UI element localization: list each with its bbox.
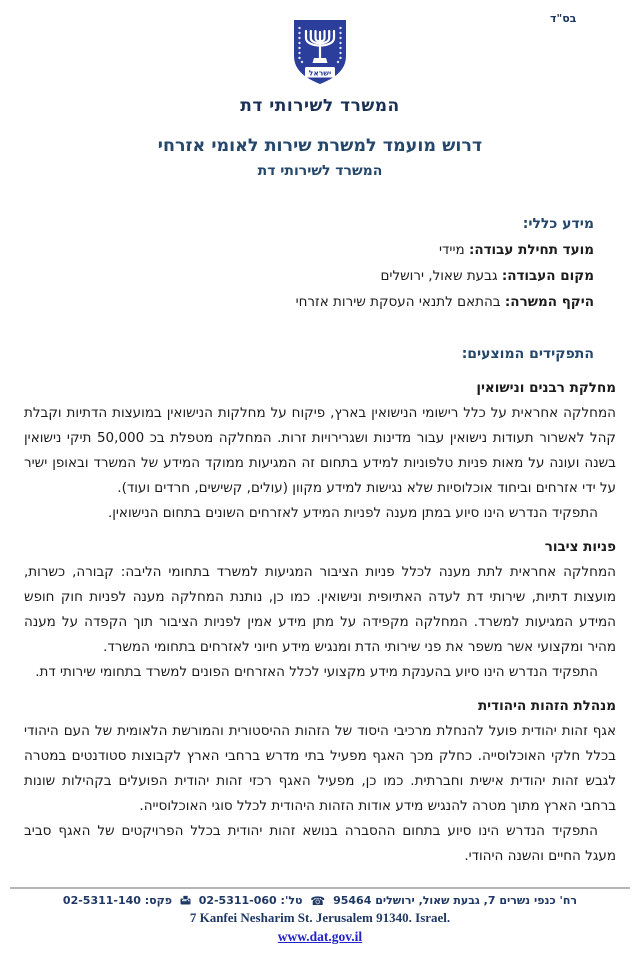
footer-tel-label: טל':	[280, 894, 303, 907]
info-value: גבעת שאול, ירושלים	[380, 268, 498, 284]
role-title: מנהלת הזהות היהודית	[477, 698, 616, 714]
fax-icon	[180, 894, 191, 908]
emblem-label: ישראל	[308, 68, 332, 78]
role-section-public-inquiries	[24, 535, 616, 685]
page-title: דרוש מועמד למשרת שירות לאומי אזרחי	[157, 136, 483, 156]
info-line-start-date	[24, 237, 594, 263]
phone-icon: ☎	[310, 894, 326, 908]
info-line-scope	[24, 289, 594, 315]
role-body: המחלקה אחראית לתת מענה לכלל פניות הציבור המגיעות למשרד בתחומי הליבה: קבורה, כשרות, מועצות דתיות, שירותי דת לעדה האתיופית ונישואין. כמו כן, נותנת המחלקה מענה לפניות חוק חופש המידע המגיעות למשרד. המחלקה מקפידה על מתן מידע אמין לפניות הציבור תוך הקפדה על מענה מהיר ומקצועי אשר משפר את פני שירותי הדת ומנגיש מידע חיוני לאזרחים בתחומי המשרד.	[24, 564, 616, 655]
israel-state-emblem	[291, 18, 349, 86]
info-label: היקף המשרה:	[504, 294, 594, 310]
role-section-marriage	[24, 376, 616, 526]
info-label: מקום העבודה:	[501, 268, 594, 284]
footer-address-he-text: רח' כנפי נשרים 7, גבעת שאול, ירושלים 95464	[333, 894, 578, 907]
info-label: מועד תחילת עבודה:	[468, 242, 594, 258]
role-body: המחלקה אחראית על כלל רישומי הנישואין בארץ, פיקוח על מחלקות הנישואין במועצות הדתיות וקבלת קהל לאשרור תעודות נישואין עבור מדינות ושגרירויות זרות. המחלקה מטפלת בכ 50,000 תיקי נישואין בשנה ועונה על מאות פניות טלפוניות למידע בתחום זה המגיעות ממוקד המידע של המשרד ובאופן ישיר על ידי אזרחים וביחוד אוכלוסיות שלא נגישות למידע מקוון (עולים, קשישים, חרדים ועוד).	[24, 405, 616, 496]
role-task: התפקיד הנדרש הינו סיוע בהענקת מידע מקצועי לכלל האזרחים הפונים למשרד בתחומי שירותי דת.	[35, 664, 598, 680]
footer-divider	[10, 887, 630, 889]
bsd-notation: בס"ד	[550, 12, 577, 25]
menorah-base	[313, 58, 328, 63]
info-line-location	[24, 263, 594, 289]
footer-address-english: 7 Kanfei Nesharim St. Jerusalem 91340. Israel.	[189, 910, 451, 925]
website-link[interactable]: www.dat.gov.il	[277, 929, 363, 944]
footer-tel-number: 02-5311-060	[198, 894, 277, 907]
role-title: מחלקת רבנים ונישואין	[476, 380, 616, 396]
ministry-name: המשרד לשירותי דת	[240, 96, 400, 116]
footer-address-hebrew	[0, 894, 640, 908]
roles-heading: התפקידים המוצעים:	[461, 346, 594, 362]
info-value: בהתאם לתנאי העסקת שירות אזרחי	[295, 294, 501, 310]
role-title: פניות ציבור	[544, 539, 616, 555]
role-section-jewish-identity	[24, 694, 616, 869]
footer-fax-label: פקס:	[144, 894, 172, 907]
role-task: התפקיד הנדרש הינו סיוע בתחום ההסברה בנושא זהות יהודית בכלל הפרויקטים של האגף סביב מעגל החיים והשנה היהודי.	[24, 823, 616, 864]
general-info-heading: מידע כללי:	[522, 216, 594, 232]
page-subtitle: המשרד לשירותי דת	[257, 163, 383, 179]
footer-fax-number: 02-5311-140	[62, 894, 141, 907]
page-footer	[0, 887, 640, 945]
document-body	[0, 211, 640, 869]
role-body: אגף זהות יהודית פועל להנחלת מרכיבי היסוד של הזהות ההיסטורית והמורשת הלאומית של העם היהודי בכלל חלקי האוכלוסייה. כחלק מכך האגף מפעיל בתי מדרש ברחבי הארץ לקבוצות סטודנטים במטרה לגבש זהות יהודית אישית וחברתית. כמו כן, מפעיל האגף רכזי זהות יהודית הפועלים בקהילות שונות ברחבי הארץ מתוך מטרה להנגיש מידע אודות הזהות היהודית לכלל סוגי האוכלוסייה.	[24, 723, 616, 814]
document-header	[0, 18, 640, 116]
role-task: התפקיד הנדרש הינו סיוע במתן מענה לפניות המידע לאזרחים השונים בתחום הנישואין.	[107, 505, 598, 521]
info-value: מיידי	[439, 242, 465, 258]
